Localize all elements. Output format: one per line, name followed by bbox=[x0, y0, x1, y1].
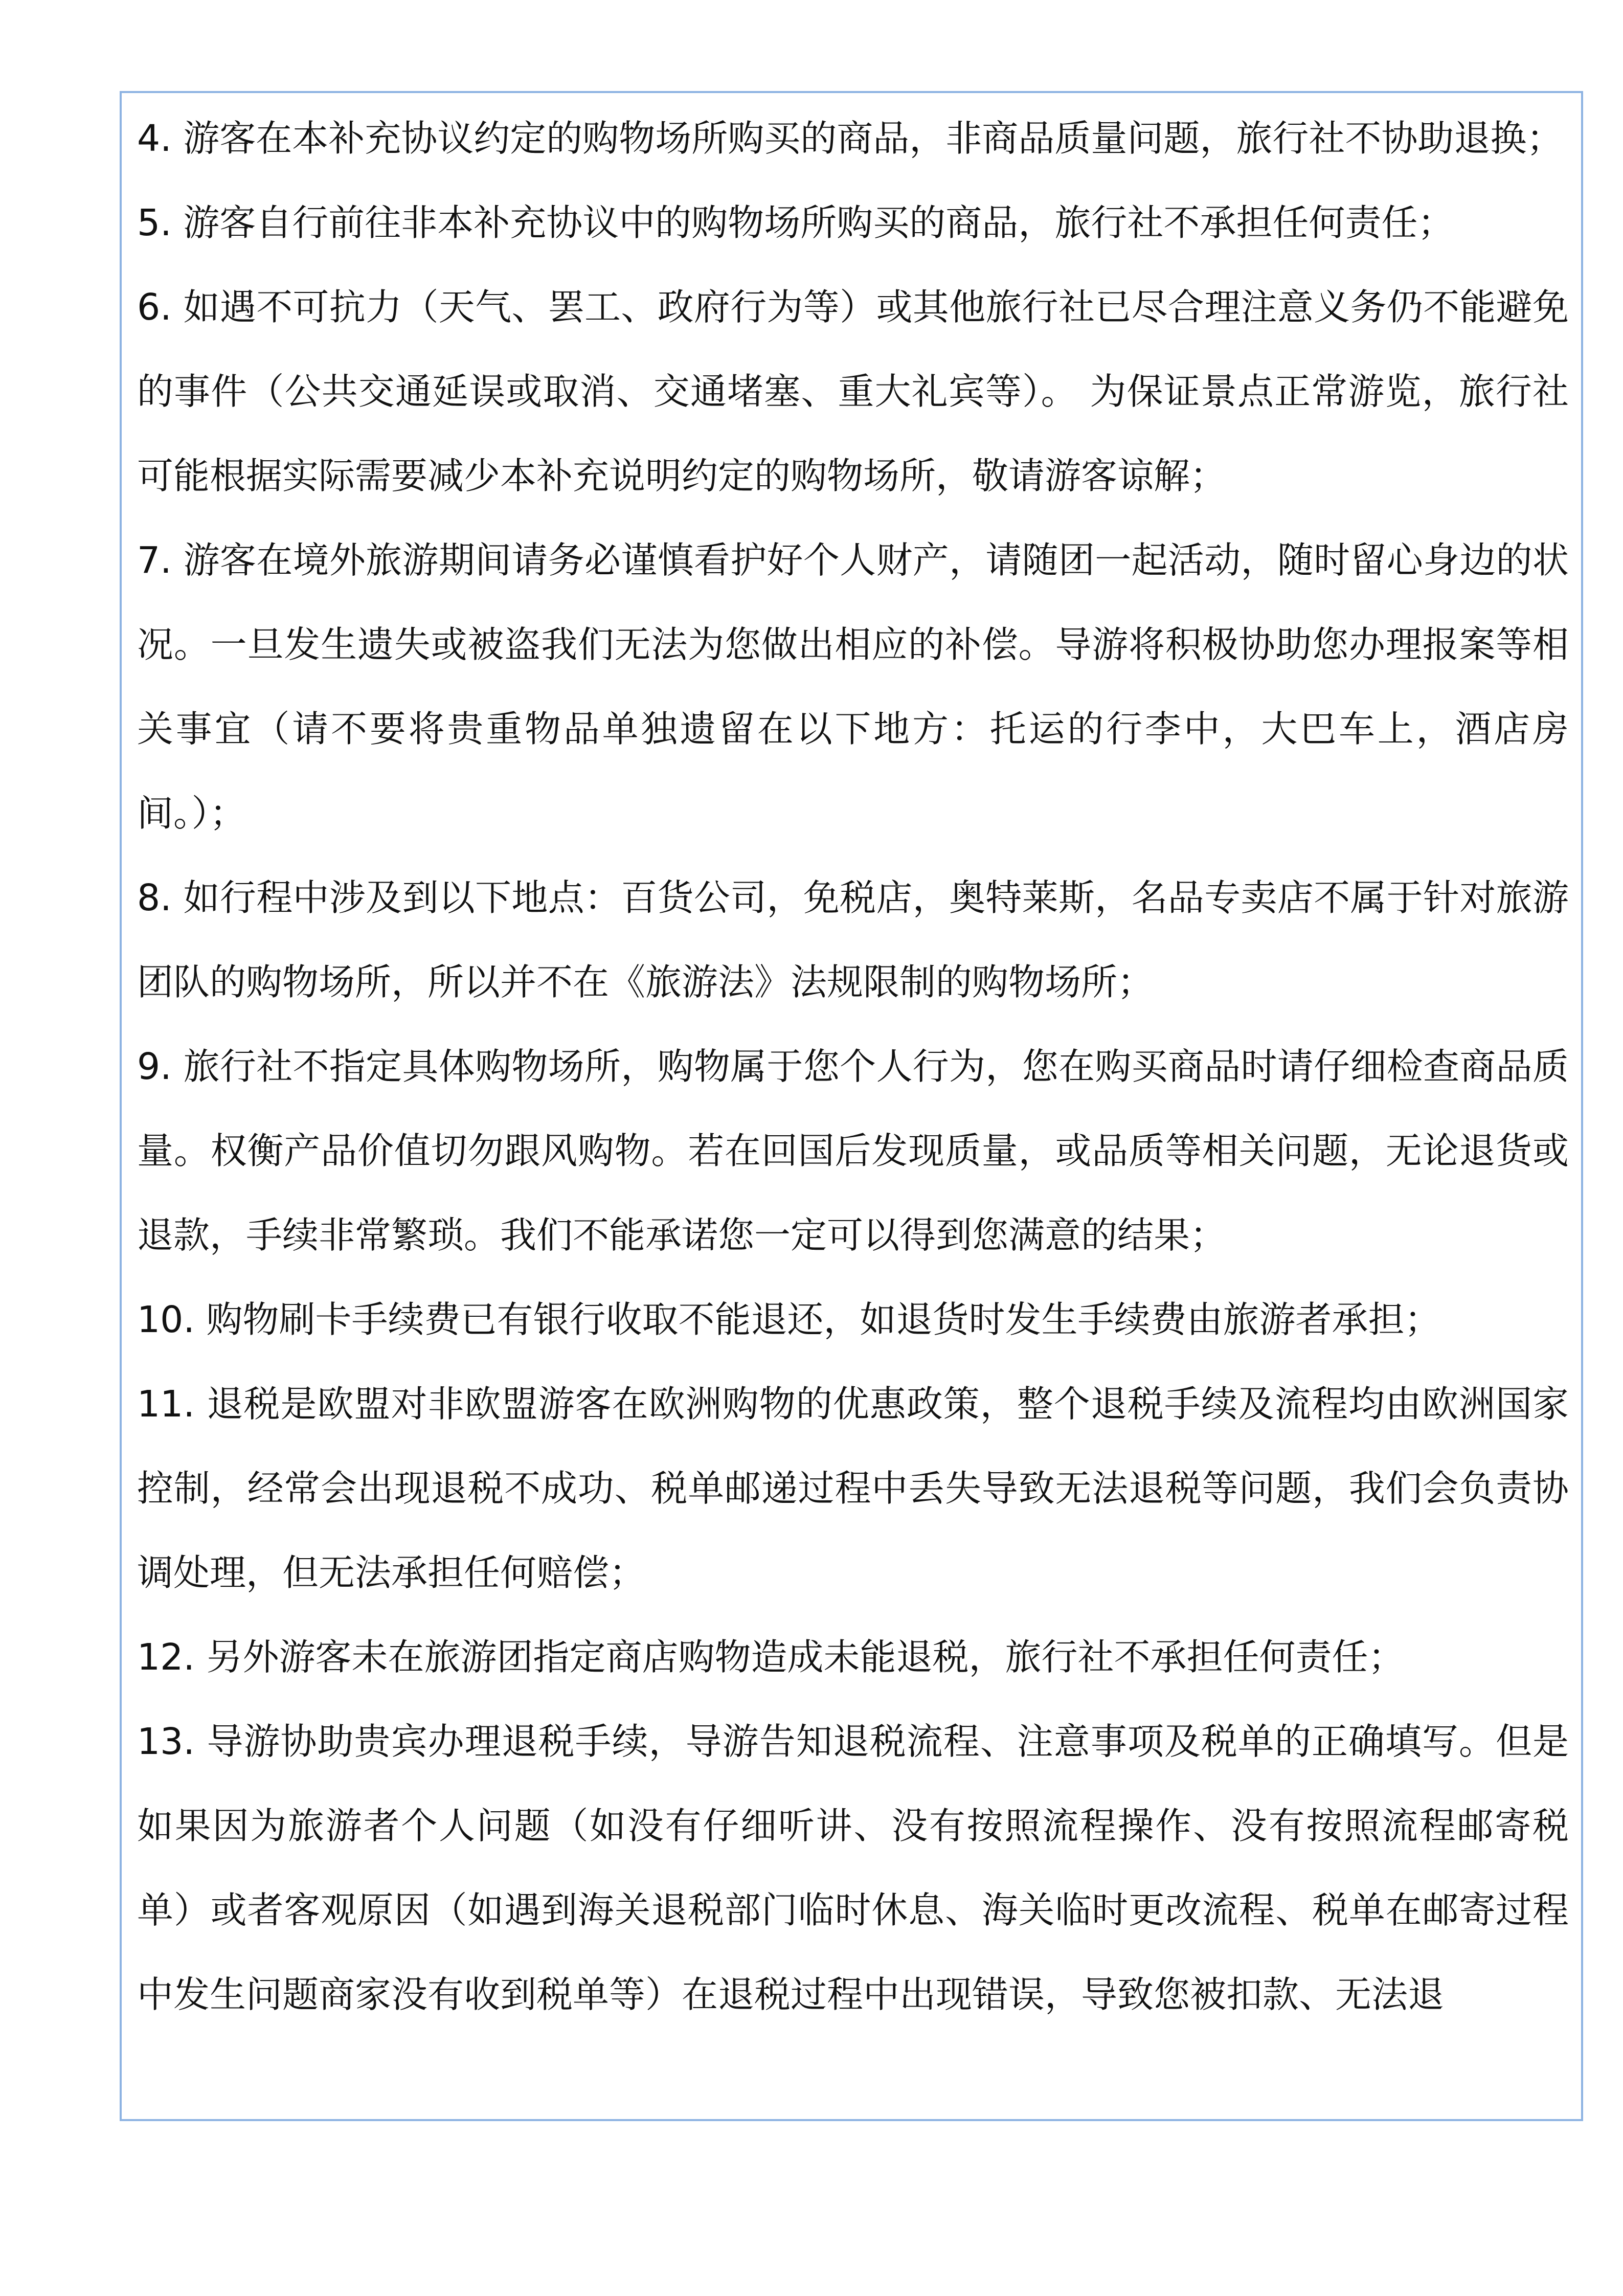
clause-item-9: 9. 旅行社不指定具体购物场所，购物属于您个人行为，您在购买商品时请仔细检查商品质量。权衡产品价值切勿跟风购物。若在回国后发现质量，或品质等相关问题，无论退货或退款，手续非常繁琐。我们不能承诺您一定可以得到您满意的结果； bbox=[137, 1045, 1569, 1256]
clause-list bbox=[137, 96, 1569, 2037]
clause-item-12: 12. 另外游客未在旅游团指定商店购物造成未能退税，旅行社不承担任何责任； bbox=[137, 1636, 1405, 1678]
clause-item-7: 7. 游客在境外旅游期间请务必谨慎看护好个人财产，请随团一起活动，随时留心身边的状况。一旦发生遗失或被盗我们无法为您做出相应的补偿。导游将积极协助您办理报案等相关事宜（请不要将贵重物品单独遗留在以下地方：托运的行李中，大巴车上，酒店房间。）； bbox=[137, 539, 1569, 835]
clause-item-11: 11. 退税是欧盟对非欧盟游客在欧洲购物的优惠政策，整个退税手续及流程均由欧洲国家控制，经常会出现退税不成功、税单邮递过程中丢失导致无法退税等问题，我们会负责协调处理，但无法承担任何赔偿； bbox=[137, 1383, 1569, 1594]
clause-item-8: 8. 如行程中涉及到以下地点：百货公司，免税店，奥特莱斯，名品专卖店不属于针对旅游团队的购物场所，所以并不在《旅游法》法规限制的购物场所； bbox=[137, 876, 1569, 1003]
clause-item-6: 6. 如遇不可抗力（天气、罢工、政府行为等）或其他旅行社已尽合理注意义务仍不能避免的事件（公共交通延误或取消、交通堵塞、重大礼宾等）。 为保证景点正常游览，旅行社可能根据实际需要减少本补充说明约定的购物场所，敬请游客谅解； bbox=[137, 286, 1569, 497]
clause-item-5: 5. 游客自行前往非本补充协议中的购物场所购买的商品，旅行社不承担任何责任； bbox=[137, 201, 1454, 244]
clause-item-4: 4. 游客在本补充协议约定的购物场所购买的商品，非商品质量问题，旅行社不协助退换； bbox=[137, 117, 1563, 160]
clause-item-10: 10. 购物刷卡手续费已有银行收取不能退还，如退货时发生手续费由旅游者承担； bbox=[137, 1298, 1441, 1341]
clause-item-13: 13. 导游协助贵宾办理退税手续，导游告知退税流程、注意事项及税单的正确填写。但是如果因为旅游者个人问题（如没有仔细听讲、没有按照流程操作、没有按照流程邮寄税单）或者客观原因（如遇到海关退税部门临时休息、海关临时更改流程、税单在邮寄过程中发生问题商家没有收到税单等）在退税过程中出现错误，导致您被扣款、无法退 bbox=[137, 1720, 1569, 2016]
content-frame bbox=[120, 91, 1583, 2121]
